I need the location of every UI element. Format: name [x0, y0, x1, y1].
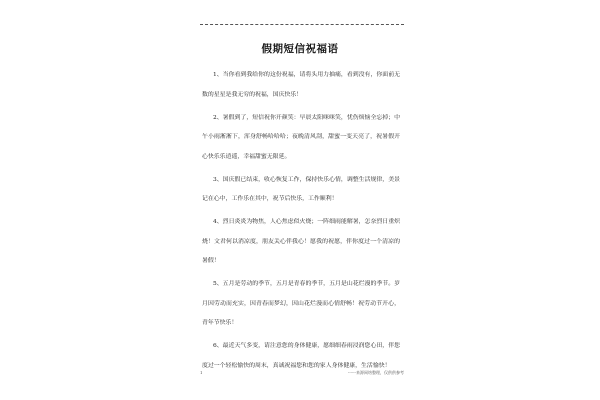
page-footer [200, 370, 404, 378]
page-number: 1 [200, 370, 203, 375]
paragraph: 1、当你看到我给你的这份祝福，请将头用力抽痛，看到没有，你面前无数的星星是我无穷的祝福，国庆快乐！ [202, 72, 400, 98]
paragraph: 5、五月是劳动的季节，五月是青春的季节，五月是山花烂漫的季节。岁月因劳动而充实，因青春而梦幻，因山花烂漫而心情舒畅！祝劳动节开心，青年节快乐！ [202, 281, 400, 326]
document-body [202, 66, 400, 380]
paragraph: 6、最近天气多变，请注意您的身体健康，愿细细春雨浸润您心田，伴您度过一个轻松愉快的周末，真诚祝福您和您的家人身体健康，生活愉快！ [202, 343, 400, 369]
paragraph: 4、烈日炎炎为物焦，人心焦虑似火烧；一阵细雨能解暑，怎奈烈日重炽烧！文君何以消凉度，朋友关心伴我心！愿我的祝愿，伴你度过一个清凉的暑假！ [202, 219, 400, 264]
header-divider [200, 24, 404, 25]
paragraph: 2、暑假到了，短信祝你开颜笑：早晨太阳咪咪笑，忧伤烦恼全忘掉；中午小雨淅淅下，浑身舒畅哈哈哈；夜晚清风刮，甜蜜一变天亮了，祝暑假开心快乐乐逍遥，幸福甜蜜无限延。 [202, 114, 400, 160]
paragraph: 3、国庆假已结束，收心恢复工作，保持快乐心情，调整生活规律，美景记在心中，工作乐在其中，祝节后快乐，工作顺利！ [202, 176, 400, 202]
source-note: ------来源网络整理，仅供供参考 [347, 370, 404, 375]
document-title: 假期短信祝福语 [261, 43, 339, 55]
